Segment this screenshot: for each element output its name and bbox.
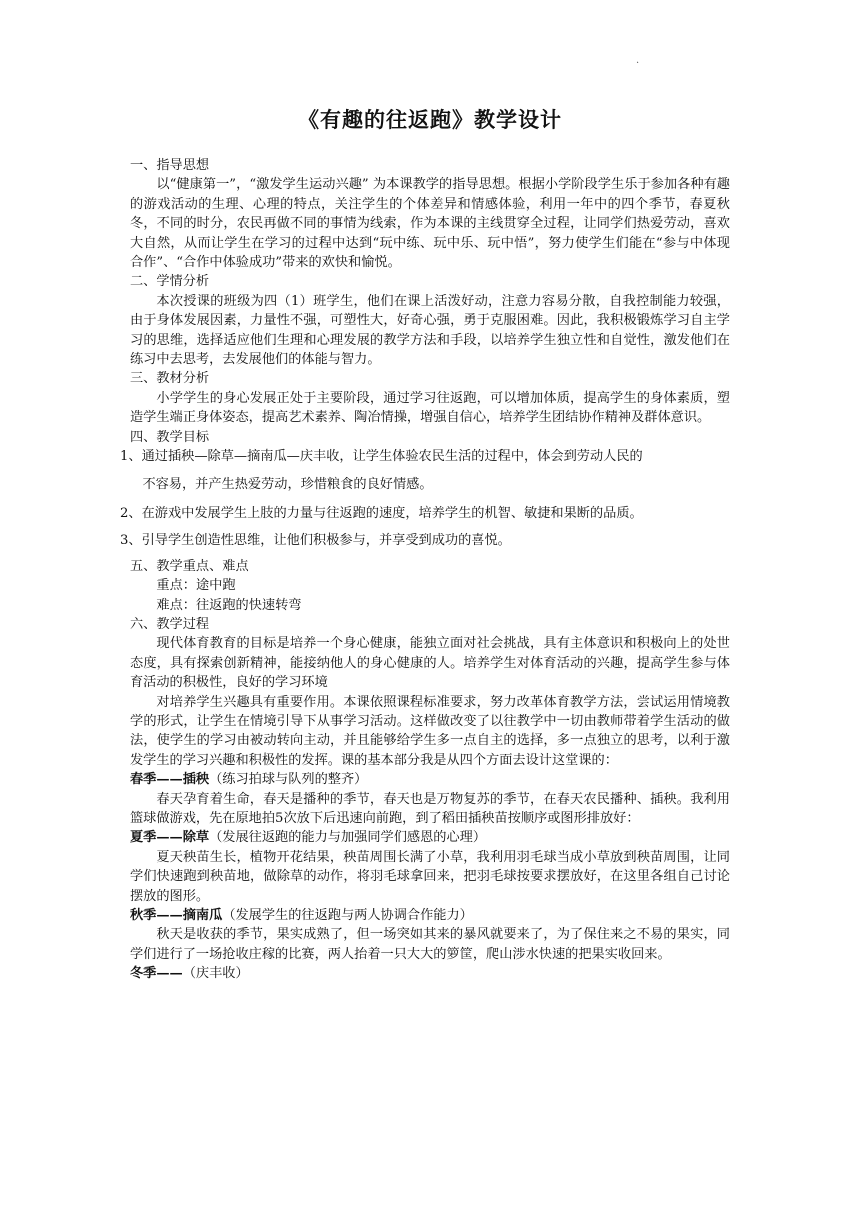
season-winter-heading: [130, 964, 730, 983]
autumn-paragraph: 秋天是收获的季节，果实成熟了，但一场突如其来的暴风就要来了，为了保住来之不易的果实，同学们进行了一场抢收庄稼的比赛，两人抬着一只大大的箩筐，爬山涉水快速的把果实收回来。: [130, 927, 730, 962]
autumn-label: 秋季——摘南瓜: [130, 908, 223, 924]
summer-label: 夏季——除草: [130, 830, 210, 846]
winter-note: （庆丰收）: [182, 966, 249, 982]
section-heading-4: 四、教学目标: [130, 429, 210, 445]
paragraph-material-analysis: 小学学生的身心发展正处于主要阶段，通过学习往返跑，可以增加体质，提高学生的身体素质，塑造学生端正身体姿态，提高艺术素养、陶冶情操，增强自信心，培养学生团结协作精神及群体意识。: [130, 390, 730, 426]
section-heading-6: 六、教学过程: [130, 616, 210, 632]
goal-3: 3、引导学生创造性思维，让他们积极参与，并享受到成功的喜悦。: [120, 533, 511, 549]
key-point: 重点：途中跑: [156, 578, 236, 594]
goal-1-line-a: 1、通过插秧—除草—摘南瓜—庆丰收，让学生体验农民生活的过程中，体会到劳动人民的: [120, 449, 643, 465]
summer-note: （发展往返跑的能力与加强同学们感恩的心理）: [209, 830, 487, 846]
goal-1-line-b: 不容易，并产生热爱劳动，珍惜粮食的良好情感。: [142, 476, 433, 492]
spring-paragraph: 春天孕育着生命，春天是播种的季节，春天也是万物复苏的季节，在春天农民播种、插秧。我利用篮球做游戏，先在原地拍5次放下后迅速向前跑，到了稻田插秧苗按顺序或图形排放好：: [130, 791, 730, 826]
paragraph-process-1: 现代体育教育的目标是培养一个身心健康，能独立面对社会挑战，具有主体意识和积极向上的处世态度，具有探索创新精神，能接纳他人的身心健康的人。培养学生对体育活动的兴趣，提高学生参与体育活动的积极性，良好的学习环境: [130, 636, 730, 691]
corner-mark: ·: [636, 58, 640, 69]
paragraph-student-analysis: 本次授课的班级为四（1）班学生，他们在课上活泼好动，注意力容易分散，自我控制能力较强，由于身体发展因素，力量性不强，可塑性大，好奇心强，勇于克服困难。因此，我积极锻炼学习自主学习的思维，选择适应他们生理和心理发展的教学方法和手段，以培养学生独立性和自觉性，激发他们在练习中去思考，去发展他们的体能与智力。: [130, 293, 730, 368]
spring-note: （练习拍球与队列的整齐）: [209, 772, 368, 788]
summer-paragraph: 夏天秧苗生长，植物开花结果，秧苗周围长满了小草，我利用羽毛球当成小草放到秧苗周围，让同学们快速跑到秧苗地，做除草的动作，将羽毛球拿回来，把羽毛球按要求摆放好，在这里各组自己讨论摆放的图形。: [130, 849, 730, 904]
section-heading-2: 二、学情分析: [130, 274, 210, 290]
spring-label: 春季——插秧: [130, 772, 210, 788]
goal-2: 2、在游戏中发展学生上肢的力量与往返跑的速度，培养学生的机智、敏捷和果断的品质。: [120, 505, 643, 521]
paragraph-guiding-idea: 以“健康第一”，“激发学生运动兴趣” 为本课教学的指导思想。根据小学阶段学生乐于参加各种有趣的游戏活动的生理、心理的特点，关注学生的个体差异和情感体验，利用一年中的四个季节，春夏秋冬，不同的时分，农民再做不同的事情为线索，作为本课的主线贯穿全过程，让同学们热爱劳动，喜欢大自然，从而让学生在学习的过程中达到“玩中练、玩中乐、玩中悟”，努力使学生们能在“参与中体现合作”、“合作中体验成功”带来的欢快和愉悦。: [130, 177, 730, 271]
season-spring-heading: [130, 770, 730, 789]
difficulty-point: 难点：往返跑的快速转弯: [156, 597, 302, 613]
season-autumn-heading: [130, 906, 730, 925]
paragraph-process-2: 对培养学生兴趣具有重要作用。本课依照课程标准要求，努力改革体育教学方法，尝试运用情境教学的形式，让学生在情境引导下从事学习活动。这样做改变了以往教学中一切由教师带着学生活动的做法，使学生的学习由被动转向主动，并且能够给学生多一点自主的选择，多一点独立的思考，以利于激发学生的学习兴趣和积极性的发挥。课的基本部分我是从四个方面去设计这堂课的：: [130, 694, 730, 768]
season-summer-heading: [130, 828, 730, 847]
autumn-note: （发展学生的往返跑与两人协调合作能力）: [222, 908, 473, 924]
document-body: [120, 156, 730, 984]
winter-label: 冬季——: [130, 966, 183, 982]
section-heading-1: 一、指导思想: [130, 158, 210, 173]
document-title: 《有趣的往返跑》教学设计: [298, 107, 562, 132]
section-heading-3: 三、教材分析: [130, 371, 210, 387]
goal-1: [120, 447, 730, 494]
section-heading-5: 五、教学重点、难点: [130, 558, 249, 574]
